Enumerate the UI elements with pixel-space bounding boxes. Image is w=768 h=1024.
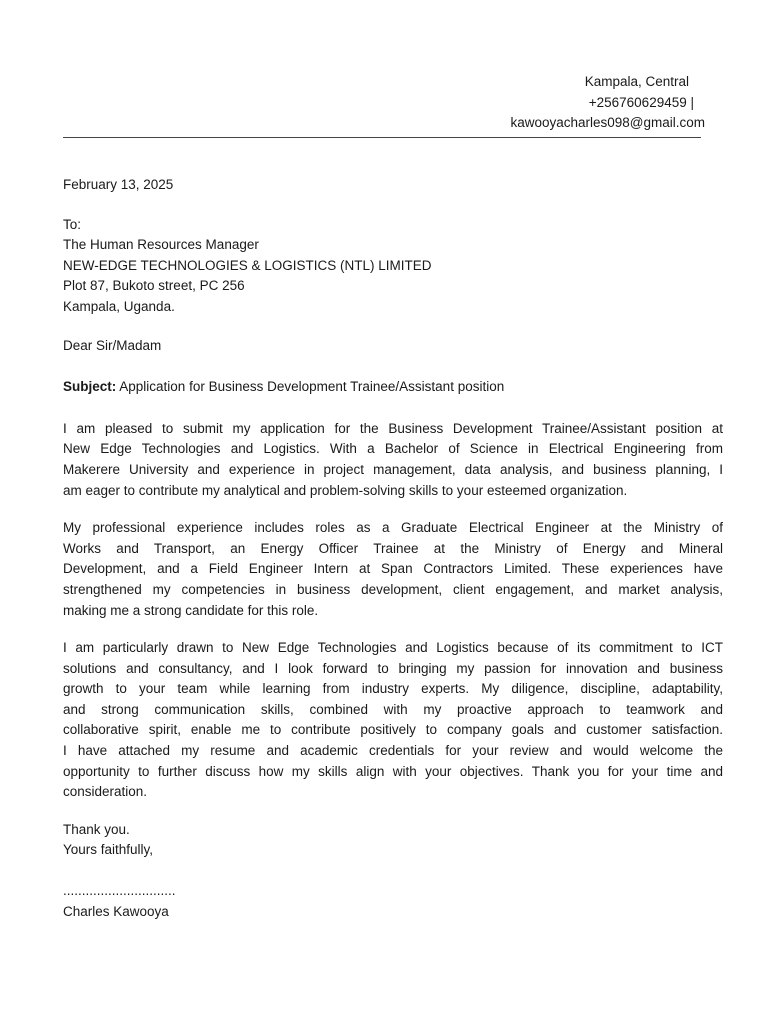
paragraph-line: I am pleased to submit my application for the Business Development Trainee/Assistant position at (63, 420, 723, 436)
recipient-block (63, 215, 723, 318)
closing-block (63, 820, 723, 922)
paragraph-line: growth to your team while learning from industry experts. My diligence, discipline, adaptability, (63, 681, 723, 697)
recipient-company: NEW-EDGE TECHNOLOGIES & LOGISTICS (NTL) LIMITED (63, 257, 432, 273)
paragraph-line: Works and Transport, an Energy Officer Trainee at the Ministry of Energy and Mineral (63, 540, 723, 556)
paragraph-line: My professional experience includes roles as a Graduate Electrical Engineer at the Ministry of (63, 520, 723, 536)
recipient-to-label: To: (63, 216, 82, 232)
paragraph-line: solutions and consultancy, and I look forward to bringing my passion for innovation and business (63, 660, 723, 676)
sender-phone: +256760629459 | (588, 94, 694, 110)
sender-location: Kampala, Central (584, 74, 689, 89)
paragraph-line: I have attached my resume and academic credentials for your review and would welcome the (63, 743, 723, 759)
subject-label: Subject: (63, 379, 117, 395)
closing-signoff: Yours faithfully, (63, 842, 154, 858)
header-divider (63, 137, 701, 138)
paragraph-2 (63, 518, 723, 621)
recipient-address: Plot 87, Bukoto street, PC 256 (63, 278, 245, 294)
paragraph-line: and strong communication skills, combined with my proactive approach to teamwork and (63, 701, 723, 717)
paragraph-line: Development, and a Field Engineer Intern at Span Contractors Limited. These experiences have (63, 561, 723, 577)
paragraph-line: collaborative spirit, enable me to contribute positively to company goals and customer satisfaction. (63, 722, 723, 738)
paragraph-line: strengthened my competencies in business development, client engagement, and market analysis, (63, 581, 723, 597)
sender-contact-block (510, 72, 705, 134)
paragraph-line: am eager to contribute my analytical and problem-solving skills to your esteemed organization. (63, 482, 628, 498)
paragraph-line: Makerere University and experience in project management, data analysis, and business planning, I (63, 461, 723, 477)
paragraph-line: I am particularly drawn to New Edge Technologies and Logistics because of its commitment to ICT (63, 640, 723, 656)
letter-date: February 13, 2025 (63, 177, 174, 192)
paragraph-line: opportunity to further discuss how my skills align with your objectives. Thank you for your time and (63, 763, 723, 779)
sender-email: kawooyacharles098@gmail.com (510, 115, 705, 131)
paragraph-line: consideration. (63, 784, 148, 800)
signature-line: .............................. (63, 883, 176, 899)
paragraph-3 (63, 638, 723, 803)
closing-thanks: Thank you. (63, 821, 130, 837)
signatory-name: Charles Kawooya (63, 903, 169, 919)
paragraph-1 (63, 419, 723, 501)
paragraph-line: making me a strong candidate for this role. (63, 602, 319, 618)
paragraph-line: New Edge Technologies and Logistics. With a Bachelor of Science in Electrical Engineering from (63, 441, 723, 457)
subject-line (63, 377, 723, 398)
subject-text: Application for Business Development Trainee/Assistant position (116, 379, 505, 395)
salutation: Dear Sir/Madam (63, 337, 162, 353)
letter-body (63, 175, 723, 922)
recipient-title: The Human Resources Manager (63, 237, 259, 253)
recipient-city: Kampala, Uganda. (63, 298, 175, 314)
